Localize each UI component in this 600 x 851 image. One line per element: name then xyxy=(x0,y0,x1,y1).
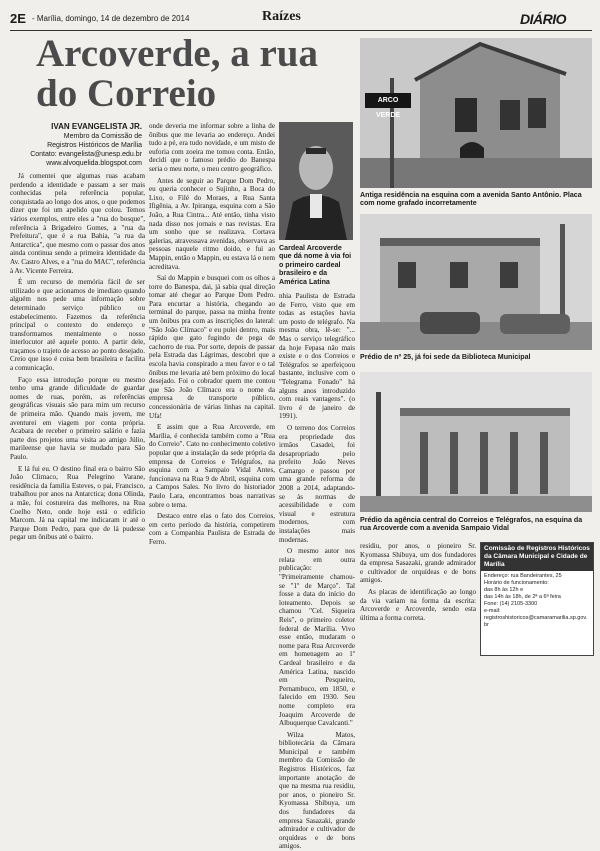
article-column-1 xyxy=(10,172,145,660)
paragraph: onde deveria me informar sobre a linha de ônibus que me levaria ao endereço. Andei tudo a pé, era tudo novidade, e um misto de euforia com zoeira me tomou conta. Então, decidi que o famoso prédio do Banespa seria o meu norte, o meu centro geográfico. xyxy=(149,122,275,173)
author-contact: Contato: evangelista@unesp.edu.br xyxy=(30,151,142,158)
newspaper-logo: DIÁRIO xyxy=(520,11,566,27)
paragraph: Wilza Matos, bibliotecária da Câmara Municipal e também membro da Comissão de Registros Históricos, faz importante anotação de que na mesma rua residiu, por anos, o pioneiro Sr. Kyomassa Shibuya, um dos fundadores da empresa Sasazaki, grande admirador e cultivador de orquídeas e de bons amigos. xyxy=(279,730,355,851)
paragraph: residiu, por anos, o pioneiro Sr. Kyomassa Shibuya, um dos fundadores da empresa Sasazaki, grande admirador e cultivador de orquídeas e de bons amigos. xyxy=(360,542,476,585)
cardeal-portrait-photo xyxy=(279,122,353,240)
article-column-2 xyxy=(149,122,275,662)
author-role-1: Membro da Comissão de xyxy=(63,133,142,140)
info-box-title: Comissão de Registros Históricos da Câmara Municipal e Cidade de Marília xyxy=(481,543,593,571)
portrait-illustration xyxy=(279,122,353,240)
info-hours-label: Horário de funcionamento: xyxy=(484,580,549,586)
post-office-photo xyxy=(360,372,592,512)
paragraph: Faço essa introdução porque eu mesmo tenho uma grande dificuldade de guardar nomes de ruas, porém, as referências geográficas visuais são para mim um recurso de primeira mão. Quando mais jovem, me aventurei em viagem por conta própria. Acabara de receber o primeiro salário e fazia parte dos projetos uma visita ao amigo Júlio, marileense que havia se mudado para São Paulo. xyxy=(10,375,145,461)
paragraph: Já comentei que algumas ruas acabam perdendo a identidade e passam a ser mais conhecidas pela referência popular, conquistada ao longo dos anos, o que podemos dizer que foi um apelido que colou. Temos vários exemplos, entre eles a "rua do bosque", referência à Brigadeiro Gomes, a "rua da Prefeitura", que é a rua Bahia, "a rua da Antarctica", que mesmo com o passar dos anos ainda continua sendo a primeira identidade da Av. Castro Alves, e a "rua do MAC", referência à Av. Vicente Ferreira. xyxy=(10,172,145,275)
paragraph: O mesmo autor nos relata em outra publicação: "Primeiramente chamou-se "1º de Março". Tal fosse a data do início do loteamento. Depois se chamou "Cel. Siqueira Reis", o primeiro coletor federal de Marília. Vivo esse então, mudaram o nome para Rua Arcoverde em homenagem ao 1º Cardeal brasileiro e da América Latina, nascido em Pesqueiro, Pernambuco, em 1850, e falecido em 1930. Seu nome completo era Joaquim Arcoverde de Albuquerque Cavalcanti." xyxy=(279,547,355,728)
article-column-4 xyxy=(360,542,476,662)
info-email-label: e-mail: xyxy=(484,608,501,614)
library-building-photo xyxy=(360,214,592,350)
commission-info-box xyxy=(480,542,594,656)
author-blog: www.alvoquelida.blogspot.com xyxy=(46,160,142,167)
post-office-illustration xyxy=(360,372,592,512)
paragraph: E assim que a Rua Arcoverde, em Marília, é conhecida também como a "Rua do Correio". Cato no conhecimento coletivo popular que a instalação da sede própria da empresa de Correios e Telégrafos, na esquina com a Sampaio Vidal Antes, funcionava na Rua 9 de Abril, esquina com a Campos Sales. No livro do historiador Paulo Lara, encontramos boas narrativas sobre o tema. xyxy=(149,423,275,509)
info-email[interactable]: registroshistoricos@camaramarilia.sp.gov.br xyxy=(484,615,588,628)
paragraph: É um recurso de memória fácil de ser utilizado e que acionamos de imediato quando alguém nos pede uma informação sobre determinado serviço público ou estabelecimento. Fazemos da referência principal o contexto do endereço e transformamos mentalmente o nosso interlocutor até aquele ponto. A partir dele, traçamos o trajeto de acesso ao ponto desejado. Creio que isso é coisa bem brasileira e facilita a comunicação. xyxy=(10,278,145,373)
paragraph: Saí do Mappin e busquei com os olhos a torre do Banespa, dai, já sabia qual direção tomar até chegar ao Parque Dom Pedro. Para encurtar a história, chegando ao terminal do parque, passa na minha frente um ônibus pra com as inscrições do lateral: "São João Clímaco" e eu pulei dentro, mais rápido que gato fugindo de pega de cachorro de rua. Por sorte, depois de passar pela Estrada das Lágrimas, descobri que a escola havia conspirado a meu favor e o tal ônibus me levaria até bem próximo do local desejado. Foi o cobrador quem me contou que São João Clímaco era o nome da empresa de transporte público, concessionária de várias linhas na capital. Ufa! xyxy=(149,274,275,420)
library-building-illustration xyxy=(360,214,592,350)
paragraph: Destaco entre elas o fato dos Correios, em certo período da história, competirem com a Companhia Paulista de Estrada de Ferro. xyxy=(149,512,275,546)
paragraph: Antes de seguir ao Parque Dom Pedro, eu queria conhecer o Sujinho, a Boca do Lixo, o Filé do Moraes, a Rua Santa Ifigênia, a Av. Ipiranga, esquina com a São João, a Rua Cintra... Até então, tinha visto nada disso nos jornais e nas revistas. Era um sonho que se realizava. Cortava galerias, atravessava avenidas, observava as pessoas naquele ritmo doido, e fui ao Mappin, então o Mappin, eu estava lá e nem acreditava. xyxy=(149,176,275,271)
info-phone: Fone: (14) 2105-3300 xyxy=(484,601,538,607)
paragraph: E lá fui eu. O destino final era o bairro São João Climaco, Rua Pelegrino Varane, residência da família Esteves, o pai, Francisco, trabalhou por anos na Antarctica; dona Olinda, a mãe, foi costureira das melhores, na Rua Coelho Neto, onde hoje está o edifício Marcom. Já na capital me indicaram ir até o Parque Dom Pedro, para que de lá pudesse pegar um ônibus até o bairro. xyxy=(10,464,145,542)
page-number: 2E xyxy=(10,11,26,26)
author-role-2: Registros Históricos de Marília xyxy=(47,142,142,149)
running-header xyxy=(10,3,592,33)
residence-photo xyxy=(360,38,592,188)
author-block xyxy=(12,122,142,168)
article-column-3 xyxy=(279,292,355,851)
headline xyxy=(36,34,356,114)
info-hours-morning: das 8h às 12h e xyxy=(484,587,524,593)
library-building-caption: Prédio de nº 25, já foi sede da Biblioteca Municipal xyxy=(360,353,531,361)
header-rule xyxy=(10,30,592,31)
residence-caption: Antiga residência na esquina com a avenida Santo Antônio. Placa com nome grafado incorretamente xyxy=(360,191,582,208)
cardeal-caption: Cardeal Arcoverde que dá nome à via foi o primeiro cardeal brasileiro e da América Latina xyxy=(279,244,352,286)
post-office-caption: Prédio da agência central do Correios e Telégrafos, na esquina da rua Arcoverde com a avenida Sampaio Vidal xyxy=(360,516,583,533)
info-box-body xyxy=(481,571,593,631)
info-address: Endereço: rua Bandeirantes, 25 xyxy=(484,573,562,579)
paragraph: As placas de identificação ao longo da via variam na forma da escrita: Arcoverde e Arcoverde, sendo esta última a forma correta. xyxy=(360,587,476,622)
headline-line-1: Arcoverde, a rua xyxy=(36,32,318,75)
street-sign: ARCO VERDE xyxy=(365,93,411,108)
paragraph: nhia Paulista de Estrada de Ferro, visto que em todas as estações havia um posto de telégrafo. Na mesma obra, lê-se: "... Mas o serviço telegráfico da hoje Fepasa não mais existe e o dos Correios e Telégrafos se aperfeiçoou bastante, inclusive com o "Telegrama Fonado" há alguns anos introduzido com reais vantagens". (o livro é de janeiro de 1991). xyxy=(279,292,355,421)
author-name: IVAN EVANGELISTA JR. xyxy=(51,122,142,131)
headline-line-2: do Correio xyxy=(36,72,217,115)
paragraph: O terreno dos Correios era propriedade dos irmãos Casadei, foi desapropriado pelo prefeito João Neves Camargo e passou por uma grande reforma de 2008 a 2014, adaptando-se às normas de acessibilidade e com visual e estrutura modernos, com instalações mais modernas. xyxy=(279,423,355,544)
section-name: Raízes xyxy=(262,9,301,24)
edition-date: - Marília, domingo, 14 de dezembro de 2014 xyxy=(32,14,190,23)
info-hours-afternoon: das 14h às 18h, de 2ª a 6ª feira xyxy=(484,594,561,600)
